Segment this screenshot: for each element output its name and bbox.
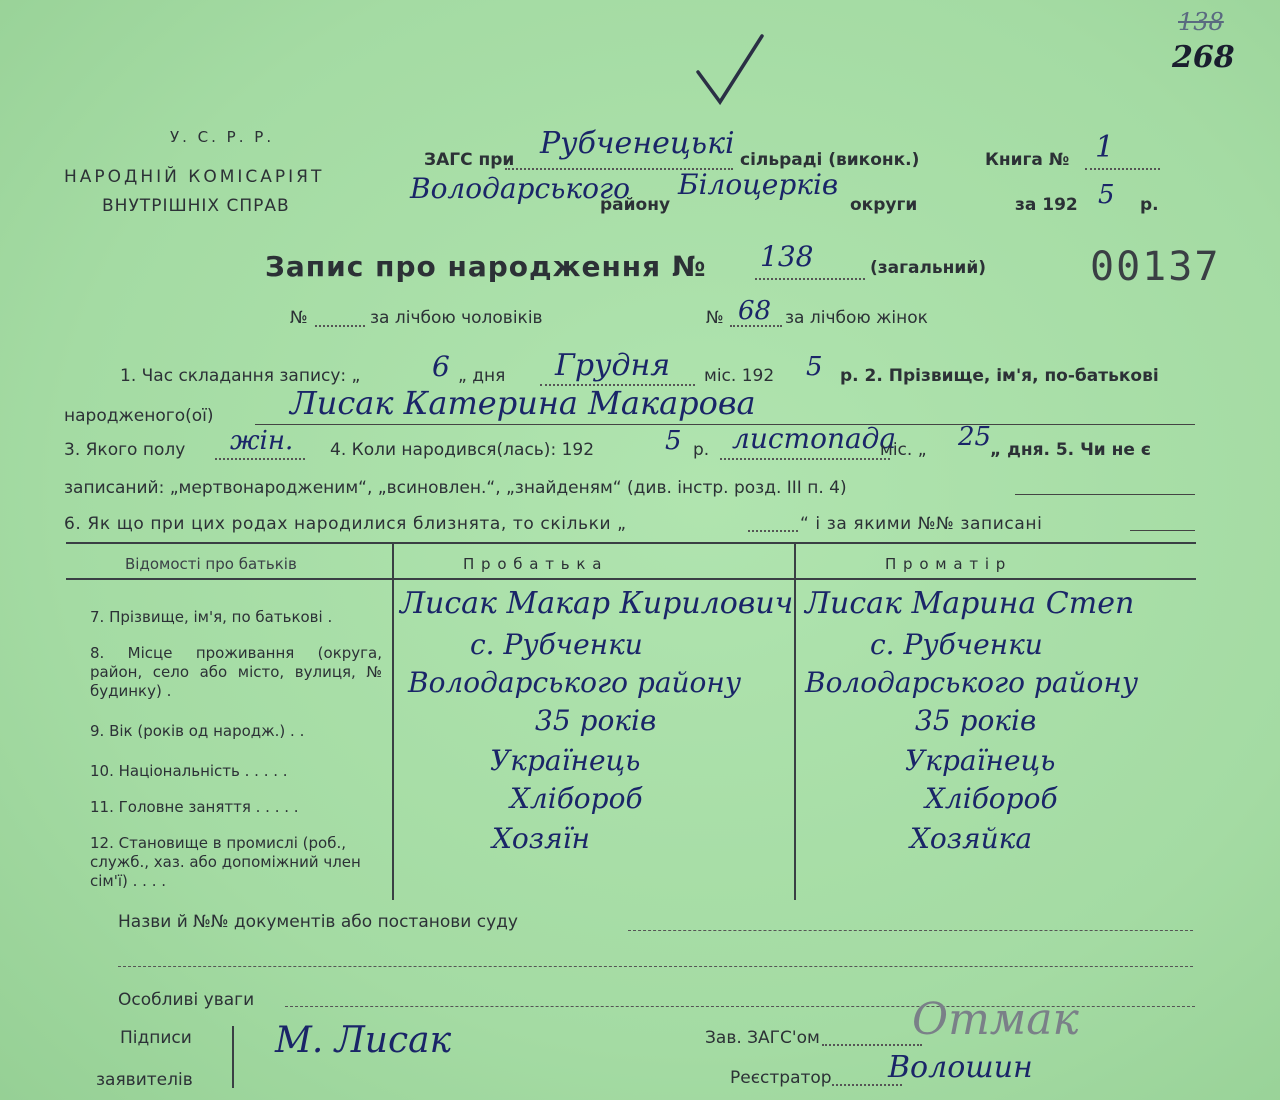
father-status: Хозяїн	[492, 822, 590, 855]
field1-tail: р. 2. Прізвище, ім'я, по-батькові	[840, 366, 1159, 386]
row-label-nationality: 10. Національність . . . . .	[90, 762, 288, 780]
field2-label: народженого(ої)	[64, 406, 214, 426]
page-number: 268	[1172, 40, 1235, 75]
ussr-label: У. С. Р. Р.	[170, 128, 275, 146]
applicants-label: заявителів	[96, 1070, 193, 1090]
father-name: Лисак Макар Кирилович	[400, 586, 794, 621]
book-number: 1	[1095, 130, 1115, 165]
field1-month-label: міс. 192	[704, 366, 775, 386]
signatures-label: Підписи	[120, 1028, 192, 1048]
zags-suffix: сільраді (виконк.)	[740, 150, 920, 170]
field4-year-digit: 5	[665, 426, 682, 456]
year-digit: 5	[1098, 180, 1115, 210]
district-name: Володарського	[410, 172, 630, 205]
okrug-name: Білоцерків	[678, 168, 839, 201]
mother-name: Лисак Марина Степ	[805, 586, 1135, 621]
zags-village: Рубченецькі	[540, 126, 735, 161]
table-divider-right	[794, 542, 796, 900]
field4-month: листопада	[732, 422, 897, 455]
row-label-occupation: 11. Головне заняття . . . . .	[90, 798, 299, 816]
father-age: 35 років	[535, 704, 657, 737]
table-header-rule	[66, 578, 1196, 580]
general-label: (загальний)	[870, 258, 987, 278]
field3-value: жін.	[230, 426, 294, 456]
signature-bracket	[232, 1026, 234, 1088]
mother-status: Хозяйка	[910, 822, 1033, 855]
field4-year-suffix: р.	[693, 440, 710, 460]
field1-year-digit: 5	[806, 352, 823, 382]
father-village: с. Рубченки	[470, 628, 643, 661]
mother-age: 35 років	[915, 704, 1037, 737]
col-header-father: П р о б а т ь к а	[463, 555, 603, 573]
row-label-surname: 7. Прізвище, ім'я, по батькові .	[90, 608, 333, 626]
page-title: Запис про народження №	[265, 250, 707, 283]
mother-district: Володарського району	[805, 666, 1139, 699]
field4-day: 25	[958, 422, 992, 452]
father-nationality: Українець	[490, 744, 641, 777]
field6-text: 6. Як що при цих родах народилися близнята, то скільки „	[64, 514, 627, 534]
record-number: 138	[760, 240, 814, 273]
row-label-status: 12. Становище в промислі (роб., служб., хаз. або допоміжний член сім'ї) . . . .	[90, 834, 361, 890]
women-prefix: №	[706, 308, 724, 328]
field3-label: 3. Якого полу	[64, 440, 186, 460]
men-prefix: №	[290, 308, 308, 328]
table-top-rule	[66, 542, 1196, 544]
men-label: за лічбою чоловіків	[370, 308, 543, 328]
old-page-number: 138	[1178, 8, 1224, 36]
father-district: Володарського району	[408, 666, 742, 699]
documents-label: Назви й №№ документів або постанови суду	[118, 912, 518, 932]
women-label: за лічбою жінок	[785, 308, 928, 328]
field1-day-suffix: „ дня	[458, 366, 506, 386]
checkmark-icon	[690, 30, 770, 110]
field1-month: Грудня	[555, 348, 671, 383]
notes-label: Особливі уваги	[118, 990, 255, 1010]
field1-label: 1. Час складання запису: „	[120, 366, 361, 386]
district-label: району	[600, 195, 671, 215]
commissariat-line2: ВНУТРІШНІХ СПРАВ	[102, 196, 290, 216]
field4-label: 4. Коли народився(лась): 192	[330, 440, 595, 460]
year-suffix: р.	[1140, 195, 1159, 215]
field1-day: 6	[432, 350, 450, 383]
col-header-mother: П р о м а т і р	[885, 555, 1007, 573]
applicant-signature: М. Лисак	[275, 1020, 452, 1061]
child-name: Лисак Катерина Макарова	[290, 384, 756, 422]
commissariat-line1: НАРОДНІЙ КОМІСАРІЯТ	[64, 167, 325, 187]
field6-tail: “ і за якими №№ записані	[800, 514, 1043, 534]
field4-month-label: міс. „	[880, 440, 927, 460]
field4-day-suffix: „ дня. 5. Чи не є	[990, 440, 1151, 460]
year-label: за 192	[1015, 195, 1078, 215]
father-occupation: Хлібороб	[510, 782, 643, 815]
registrar-label: Реєстратор	[730, 1068, 832, 1088]
mother-occupation: Хлібороб	[925, 782, 1058, 815]
head-label: Зав. ЗАГС'ом	[705, 1028, 820, 1048]
stamp-number: 00137	[1090, 244, 1221, 290]
mother-nationality: Українець	[905, 744, 1056, 777]
registrar-signature: Волошин	[888, 1050, 1033, 1085]
zags-prefix: ЗАГС при	[424, 150, 515, 170]
col-header-label: Відомості про батьків	[125, 555, 297, 573]
table-divider-left	[392, 542, 394, 900]
mother-village: с. Рубченки	[870, 628, 1043, 661]
book-label: Книга №	[985, 150, 1070, 170]
head-signature: Отмак	[912, 994, 1079, 1045]
field5-text: записаний: „мертвонародженим“, „всиновлен.“, „знайденям“ (див. інстр. розд. III п. 4)	[64, 478, 847, 498]
row-label-residence: 8. Місце проживання (округа, район, село або місто, вулиця, № будинку) .	[90, 644, 382, 700]
okrug-label: округи	[850, 195, 918, 215]
row-label-age: 9. Вік (років од народж.) . .	[90, 722, 305, 740]
women-number: 68	[738, 296, 772, 326]
